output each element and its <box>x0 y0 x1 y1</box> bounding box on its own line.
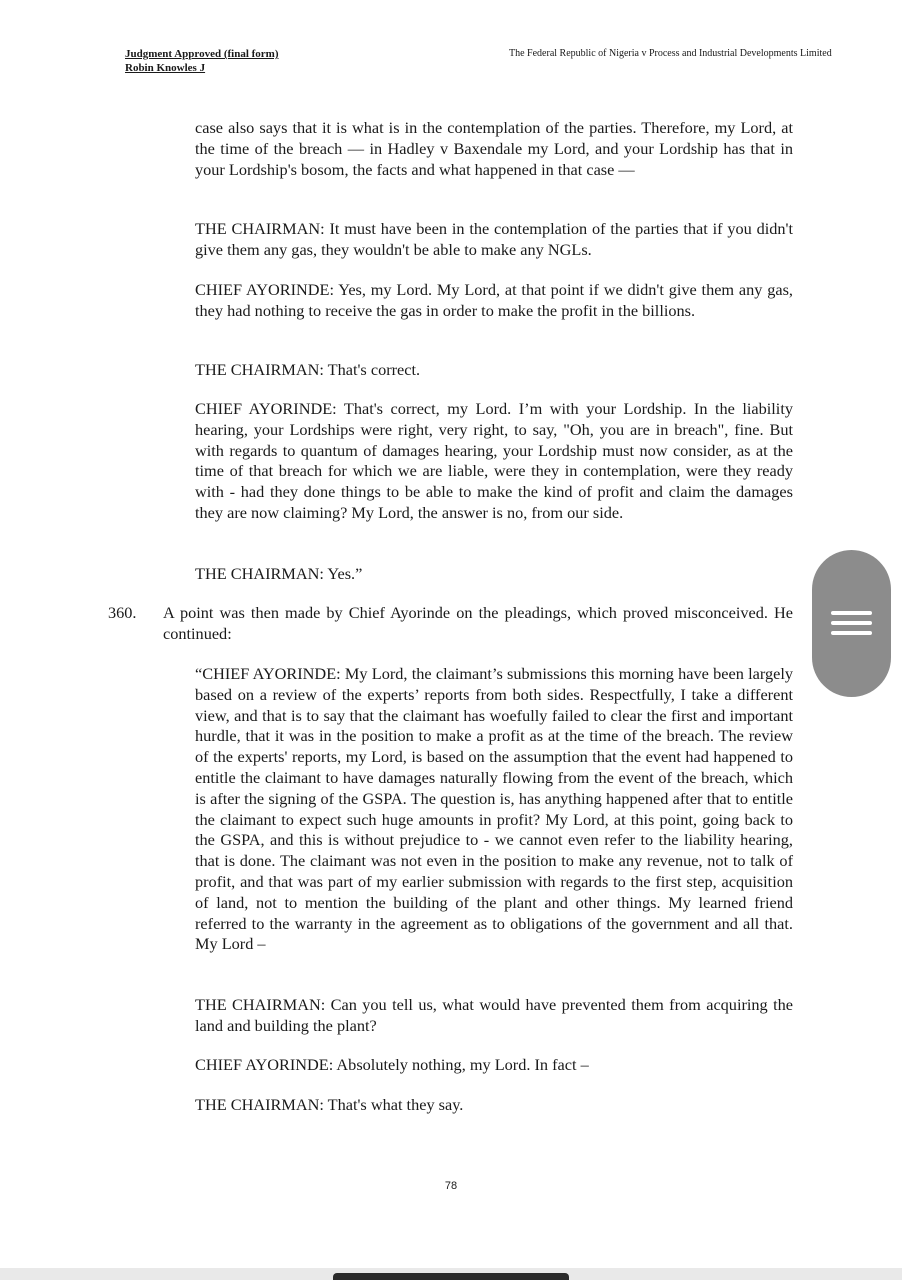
transcript-text: “CHIEF AYORINDE: My Lord, the claimant’s submissions this morning have been largely based on a review of the experts’ reports from both sides. Respectfully, I take a different view, and that is to say that the claimant has woefully failed to clear the first and important hurdle, that it was in the position to make a profit as at the time of the breach. The review of the experts' reports, my Lord, is based on the assumption that the event had happened to entitle the claimant to have damages naturally flowing from the event of the breach, which is after the signing of the GSPA. The question is, has anything happened after that to entitle the claimant to expect such huge amounts in profit? My Lord, at this point, going back to the GSPA, and this is without prejudice to - we cannot even refer to the liability hearing, that is done. The claimant was not even in the position to make any revenue, not to talk of profit, and that was part of my earlier submission with regards to the first step, acquisition of land, not to mention the building of the plant and other things. My learned friend referred to the warranty in the agreement as to obligations of the government and all that. My Lord – <box>195 664 793 954</box>
paragraph-body <box>163 603 793 645</box>
header-judge-name: Robin Knowles J <box>125 62 206 74</box>
transcript-text: case also says that it is what is in the contemplation of the parties. Therefore, my Lord, at the time of the breach — in Hadley v Baxendale my Lord, and your Lordship has that in your Lordship's bosom, the facts and what happened in that case — <box>195 118 793 179</box>
transcript-text: THE CHAIRMAN: That's correct. <box>195 360 421 379</box>
paragraph-text: A point was then made by Chief Ayorinde on the pleadings, which proved misconceived. He continued: <box>163 603 793 643</box>
transcript-block-2 <box>195 219 793 261</box>
transcript-block-8 <box>195 995 793 1037</box>
home-indicator[interactable] <box>333 1273 569 1280</box>
scroll-drag-handle[interactable] <box>812 550 891 697</box>
transcript-block-7 <box>195 664 793 955</box>
page-number: 78 <box>444 1180 458 1192</box>
transcript-block-6 <box>195 564 793 585</box>
paragraph-number: 360. <box>108 603 137 622</box>
transcript-block-3 <box>195 280 793 322</box>
transcript-text: THE CHAIRMAN: Yes.” <box>195 564 363 583</box>
header-judgment-status: Judgment Approved (final form) <box>125 48 279 60</box>
transcript-block-4 <box>195 360 793 381</box>
transcript-text: THE CHAIRMAN: It must have been in the contemplation of the parties that if you didn't give them any gas, they wouldn't be able to make any NGLs. <box>195 219 793 259</box>
transcript-block-1 <box>195 118 793 180</box>
transcript-text: CHIEF AYORINDE: Yes, my Lord. My Lord, at that point if we didn't give them any gas, they had nothing to receive the gas in order to make the profit in the billions. <box>195 280 793 320</box>
transcript-block-9 <box>195 1055 793 1076</box>
transcript-text: CHIEF AYORINDE: Absolutely nothing, my Lord. In fact – <box>195 1055 589 1074</box>
transcript-text: THE CHAIRMAN: That's what they say. <box>195 1095 464 1114</box>
header-case-title: The Federal Republic of Nigeria v Process and Industrial Developments Limited <box>509 48 832 59</box>
transcript-block-10 <box>195 1095 793 1116</box>
transcript-text: THE CHAIRMAN: Can you tell us, what would have prevented them from acquiring the land and building the plant? <box>195 995 793 1035</box>
transcript-block-5 <box>195 399 793 524</box>
header-left <box>125 47 279 75</box>
transcript-text: CHIEF AYORINDE: That's correct, my Lord. I’m with your Lordship. In the liability hearing, your Lordships were right, very right, to say, "Oh, you are in breach", fine. But with regards to quantum of damages hearing, your Lordship must now consider, as at the time of that breach for which we are liable, were they in contemplation, were they ready with - had they done things to be able to make the kind of profit and claim the damages they are now claiming? My Lord, the answer is no, from our side. <box>195 399 793 522</box>
